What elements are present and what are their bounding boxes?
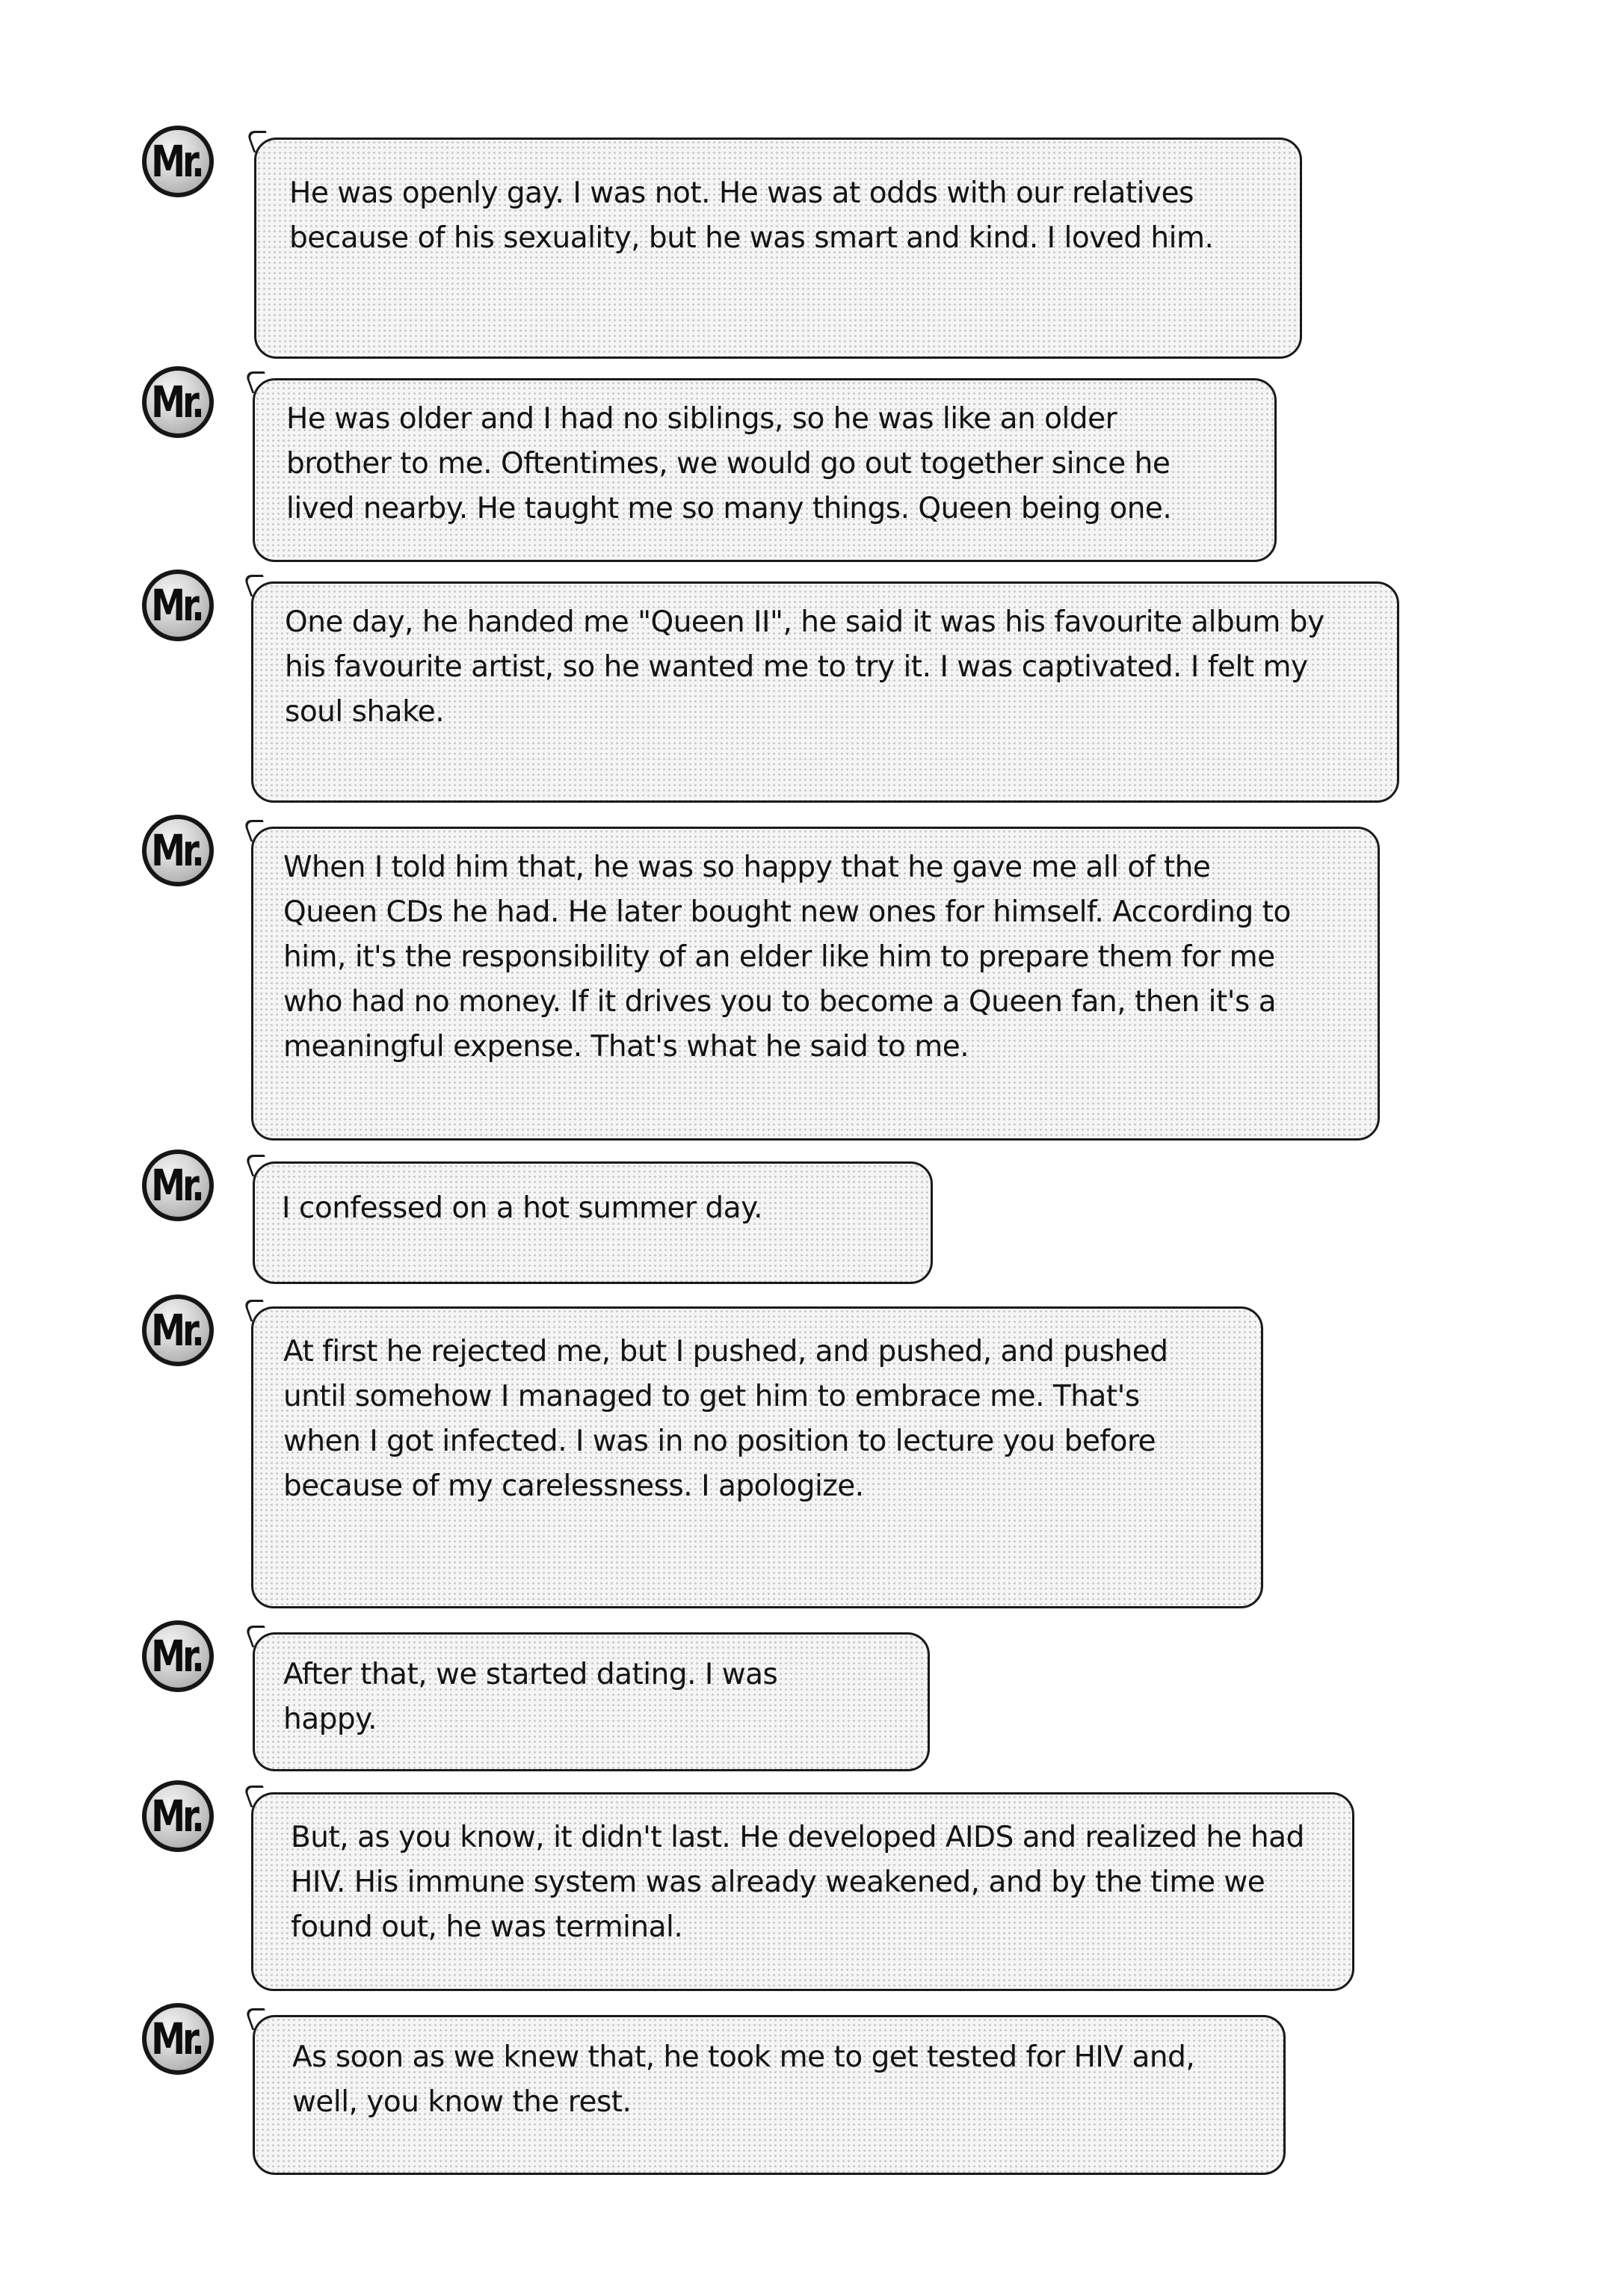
avatar bbox=[142, 126, 214, 197]
avatar-label: Mr. bbox=[151, 1305, 202, 1356]
avatar-label: Mr. bbox=[151, 580, 202, 631]
message-bubble bbox=[251, 1306, 1263, 1608]
message-text: As soon as we knew that, he took me to get tested for HIV and, well, you know the rest. bbox=[292, 2040, 1195, 2119]
message-text: When I told him that, he was so happy that he gave me all of the Queen CDs he had. He later bought new ones for himself. According to him, it's the responsibility of an elder like him to prepare them for me who had no money. If it drives you to become a Queen fan, then it's a meaningful expense. That's what he said to me. bbox=[283, 851, 1291, 1064]
message-bubble bbox=[251, 1792, 1354, 1991]
message-bubble bbox=[251, 827, 1380, 1141]
message-bubble bbox=[251, 581, 1399, 803]
message-text: After that, we started dating. I was happy. bbox=[283, 1658, 778, 1736]
avatar bbox=[142, 815, 214, 886]
avatar-label: Mr. bbox=[151, 136, 202, 187]
avatar bbox=[142, 1149, 214, 1221]
message-bubble bbox=[253, 2015, 1286, 2175]
avatar bbox=[142, 366, 214, 438]
avatar bbox=[142, 570, 214, 641]
avatar bbox=[142, 1294, 214, 1366]
avatar-label: Mr. bbox=[151, 1791, 202, 1842]
avatar-label: Mr. bbox=[151, 377, 202, 428]
message-text: I confessed on a hot summer day. bbox=[282, 1191, 762, 1225]
avatar-label: Mr. bbox=[151, 1631, 202, 1682]
message-text: One day, he handed me "Queen II", he said it was his favourite album by his favourite artist, so he wanted me to try it. I was captivated. I felt my soul shake. bbox=[285, 605, 1324, 729]
message-bubble bbox=[253, 1632, 930, 1771]
avatar bbox=[142, 1780, 214, 1852]
avatar bbox=[142, 1620, 214, 1692]
avatar bbox=[142, 2003, 214, 2075]
message-bubble bbox=[253, 378, 1277, 562]
message-text: He was openly gay. I was not. He was at odds with our relatives because of his sexuality, but he was smart and kind. I loved him. bbox=[289, 176, 1214, 255]
message-text: At first he rejected me, but I pushed, and pushed, and pushed until somehow I managed to get him to embrace me. That's when I got infected. I was in no position to lecture you before because of my carelessness. I apologize. bbox=[283, 1335, 1168, 1503]
message-bubble bbox=[254, 138, 1302, 359]
message-text: But, as you know, it didn't last. He developed AIDS and realized he had HIV. His immune system was already weakened, and by the time we found out, he was terminal. bbox=[291, 1821, 1304, 1944]
message-bubble bbox=[253, 1161, 933, 1284]
message-text: He was older and I had no siblings, so he was like an older brother to me. Oftentimes, we would go out together since he lived nearby. He taught me so many things. Queen being one. bbox=[286, 402, 1172, 525]
avatar-label: Mr. bbox=[151, 825, 202, 876]
avatar-label: Mr. bbox=[151, 2013, 202, 2064]
avatar-label: Mr. bbox=[151, 1160, 202, 1211]
